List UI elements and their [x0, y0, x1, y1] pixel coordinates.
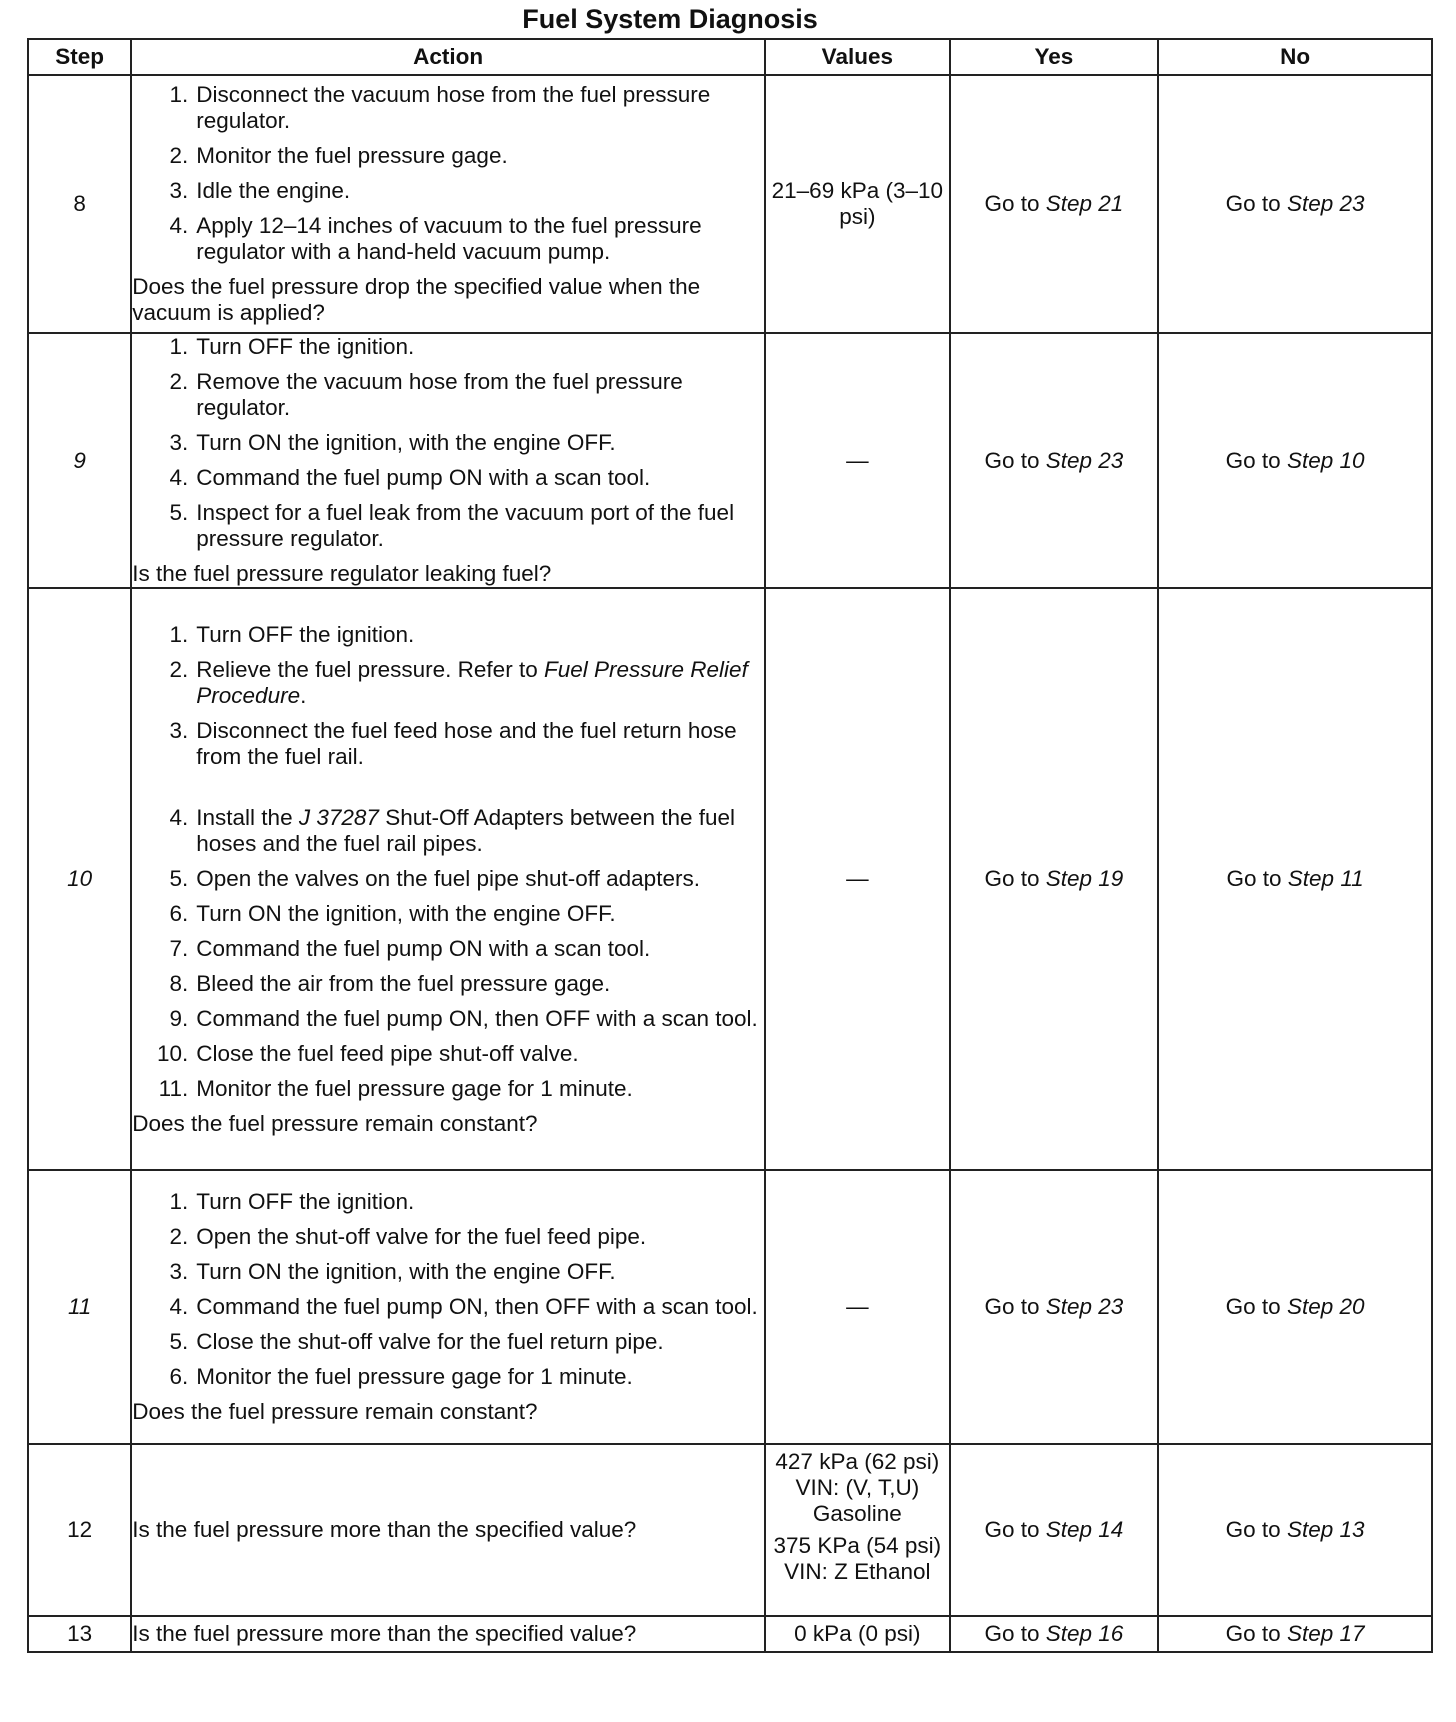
goto-prefix: Go to [1226, 866, 1282, 891]
column-header-step: Step [28, 39, 131, 75]
yes-goto-link[interactable]: Step 23 [1045, 447, 1124, 473]
item-number: 9. [169, 1005, 189, 1031]
list-item [132, 1364, 764, 1390]
values-cell [765, 75, 950, 333]
item-text: Command the fuel pump ON with a scan tool. [196, 465, 651, 490]
item-text-lead: Install the [196, 804, 293, 830]
item-text: Open the valves on the fuel pipe shut-off adapters. [196, 865, 700, 891]
no-cell [1158, 1444, 1432, 1616]
list-item [132, 657, 764, 709]
list-item [132, 465, 764, 491]
yes-cell [950, 1444, 1159, 1616]
no-cell [1158, 1616, 1432, 1652]
item-number: 3. [169, 430, 189, 455]
item-number: 1. [169, 334, 189, 359]
item-number: 1. [169, 1189, 189, 1214]
value-text: — [846, 1294, 869, 1319]
item-text-tail: Shut-Off Adapters between the fuel hoses and the fuel rail pipes. [196, 804, 736, 856]
value-text: 0 kPa (0 psi) [794, 1621, 921, 1646]
no-cell [1158, 1170, 1432, 1444]
yes-cell [950, 333, 1159, 588]
item-text: Turn OFF the ignition. [196, 621, 415, 647]
yes-goto-link[interactable]: Step 23 [1045, 1294, 1124, 1319]
item-number: 6. [169, 1364, 189, 1389]
item-text: Turn OFF the ignition. [196, 334, 415, 359]
no-goto-link[interactable]: Step 11 [1287, 866, 1364, 891]
list-item [132, 213, 764, 265]
item-number: 1. [169, 82, 189, 107]
list-item [132, 178, 764, 204]
step-number: 8 [28, 75, 131, 333]
item-text: Monitor the fuel pressure gage for 1 minute. [196, 1075, 633, 1101]
question-text: Does the fuel pressure remain constant? [132, 1399, 538, 1424]
no-goto-link[interactable]: Step 20 [1286, 1294, 1365, 1319]
value-text: 21–69 kPa (3–10 psi) [771, 178, 944, 229]
action-cell [131, 1444, 765, 1616]
item-text: Turn ON the ignition, with the engine OFF. [196, 1259, 616, 1284]
value-text: 375 KPa (54 psi) VIN: Z Ethanol [773, 1533, 942, 1584]
item-number: 11. [158, 1075, 189, 1101]
goto-prefix: Go to [984, 1294, 1040, 1319]
item-text: Disconnect the fuel feed hose and the fuel return hose from the fuel rail. [196, 717, 737, 769]
table-row [28, 1616, 1432, 1652]
values-cell [765, 1616, 950, 1652]
item-number: 5. [169, 500, 189, 525]
item-text: Turn ON the ignition, with the engine OFF. [196, 900, 616, 926]
item-number: 4. [169, 213, 189, 238]
table-row [28, 588, 1432, 1170]
item-number: 6. [169, 900, 189, 926]
item-number: 5. [169, 865, 189, 891]
list-item [132, 500, 764, 552]
no-cell [1158, 75, 1432, 333]
item-text: Command the fuel pump ON, then OFF with a scan tool. [196, 1005, 758, 1031]
list-item [132, 901, 764, 927]
list-item [132, 866, 764, 892]
no-cell [1158, 588, 1432, 1170]
yes-cell [950, 1170, 1159, 1444]
list-item [132, 805, 764, 857]
item-number: 5. [169, 1329, 189, 1354]
column-header-yes: Yes [950, 39, 1159, 75]
action-cell [131, 1616, 765, 1652]
yes-cell [950, 588, 1159, 1170]
item-text: Monitor the fuel pressure gage for 1 minute. [196, 1364, 633, 1389]
item-text: Idle the engine. [196, 178, 351, 203]
list-item [132, 936, 764, 962]
no-goto-link[interactable]: Step 10 [1286, 447, 1365, 473]
item-number: 8. [169, 970, 189, 996]
item-text: Bleed the air from the fuel pressure gage. [196, 970, 611, 996]
item-text: Command the fuel pump ON, then OFF with a scan tool. [196, 1294, 758, 1319]
goto-prefix: Go to [1225, 447, 1281, 473]
question-text: Is the fuel pressure more than the specified value? [132, 1517, 637, 1542]
item-text: Remove the vacuum hose from the fuel pressure regulator. [196, 369, 683, 420]
goto-prefix: Go to [984, 191, 1040, 216]
item-number: 4. [169, 804, 189, 830]
procedure-reference-link[interactable]: Fuel Pressure Relief Procedure [196, 656, 748, 708]
action-cell [131, 588, 765, 1170]
yes-cell [950, 75, 1159, 333]
no-goto-link[interactable]: Step 23 [1286, 191, 1365, 216]
list-item [132, 369, 764, 421]
item-text: Turn OFF the ignition. [196, 1189, 415, 1214]
action-cell [131, 75, 765, 333]
yes-cell [950, 1616, 1159, 1652]
item-number: 10. [157, 1040, 189, 1066]
list-item [132, 1041, 764, 1067]
list-item [132, 622, 764, 648]
list-item [132, 1006, 764, 1032]
goto-prefix: Go to [984, 447, 1040, 473]
item-number: 4. [169, 465, 189, 490]
no-goto-link[interactable]: Step 13 [1286, 1517, 1365, 1542]
page-title: Fuel System Diagnosis [522, 4, 818, 34]
goto-prefix: Go to [1225, 1621, 1281, 1646]
question-text: Does the fuel pressure remain constant? [132, 1110, 538, 1136]
list-item [132, 1329, 764, 1355]
item-number: 2. [169, 143, 189, 168]
item-text-tail: . [300, 682, 307, 708]
item-number: 7. [169, 935, 189, 961]
table-row [28, 1444, 1432, 1616]
item-text-lead: Relieve the fuel pressure. Refer to [196, 656, 538, 682]
item-number: 3. [169, 1259, 189, 1284]
value-text: — [846, 866, 869, 891]
diagnosis-table [27, 38, 1433, 1653]
step-number: 9 [28, 333, 131, 588]
item-number: 1. [169, 621, 189, 647]
item-text [196, 805, 764, 857]
step-number: 11 [28, 1170, 131, 1444]
step-number: 12 [28, 1444, 131, 1616]
list-item [132, 718, 764, 770]
goto-prefix: Go to [1225, 191, 1281, 216]
item-text: Apply 12–14 inches of vacuum to the fuel pressure regulator with a hand-held vacuum pump. [196, 213, 702, 264]
item-number: 2. [169, 1224, 189, 1249]
question-text: Does the fuel pressure drop the specified value when the vacuum is applied? [132, 274, 701, 325]
item-text: Inspect for a fuel leak from the vacuum port of the fuel pressure regulator. [196, 500, 735, 551]
item-text: Disconnect the vacuum hose from the fuel pressure regulator. [196, 82, 711, 133]
table-row [28, 1170, 1432, 1444]
item-number: 3. [169, 178, 189, 203]
goto-prefix: Go to [1225, 1517, 1281, 1542]
item-text: Turn ON the ignition, with the engine OFF. [196, 430, 616, 455]
goto-prefix: Go to [984, 1621, 1040, 1646]
table-row [28, 333, 1432, 588]
step-number: 13 [28, 1616, 131, 1652]
item-number: 3. [169, 717, 189, 743]
list-item [132, 334, 764, 360]
item-text: Open the shut-off valve for the fuel feed pipe. [196, 1224, 647, 1249]
item-number: 2. [169, 656, 189, 682]
item-number: 4. [169, 1294, 189, 1319]
item-number: 2. [169, 369, 189, 394]
action-cell [131, 333, 765, 588]
column-header-action: Action [131, 39, 765, 75]
goto-prefix: Go to [984, 866, 1040, 891]
list-item [132, 971, 764, 997]
step-number: 10 [28, 588, 131, 1170]
list-item [132, 1294, 764, 1320]
goto-prefix: Go to [1225, 1294, 1281, 1319]
item-text: Close the fuel feed pipe shut-off valve. [196, 1040, 579, 1066]
list-item [132, 430, 764, 456]
action-cell [131, 1170, 765, 1444]
column-header-no: No [1158, 39, 1432, 75]
column-header-values: Values [765, 39, 950, 75]
no-goto-link[interactable]: Step 17 [1286, 1621, 1365, 1646]
goto-prefix: Go to [984, 1517, 1040, 1542]
tool-reference: J 37287 [298, 804, 379, 830]
list-item [132, 1224, 764, 1250]
values-cell [765, 588, 950, 1170]
yes-goto-link[interactable]: Step 14 [1045, 1517, 1124, 1542]
yes-goto-link[interactable]: Step 19 [1045, 866, 1124, 891]
question-text: Is the fuel pressure regulator leaking fuel? [132, 561, 552, 586]
value-text: 427 kPa (62 psi) VIN: (V, T,U) Gasoline [775, 1449, 940, 1526]
question-text: Is the fuel pressure more than the specified value? [132, 1621, 637, 1646]
value-text: — [846, 447, 869, 473]
item-text: Close the shut-off valve for the fuel return pipe. [196, 1329, 664, 1354]
yes-goto-link[interactable]: Step 16 [1045, 1621, 1124, 1646]
item-text [196, 657, 764, 709]
list-item [132, 1259, 764, 1285]
header-row [28, 39, 1432, 75]
item-text: Command the fuel pump ON with a scan tool. [196, 935, 651, 961]
item-text: Monitor the fuel pressure gage. [196, 143, 508, 168]
table-row [28, 75, 1432, 333]
list-item [132, 143, 764, 169]
values-cell [765, 333, 950, 588]
values-cell [765, 1170, 950, 1444]
list-item [132, 82, 764, 134]
list-item [132, 1189, 764, 1215]
no-cell [1158, 333, 1432, 588]
values-cell [765, 1444, 950, 1616]
yes-goto-link[interactable]: Step 21 [1045, 191, 1124, 216]
list-item [132, 1076, 764, 1102]
